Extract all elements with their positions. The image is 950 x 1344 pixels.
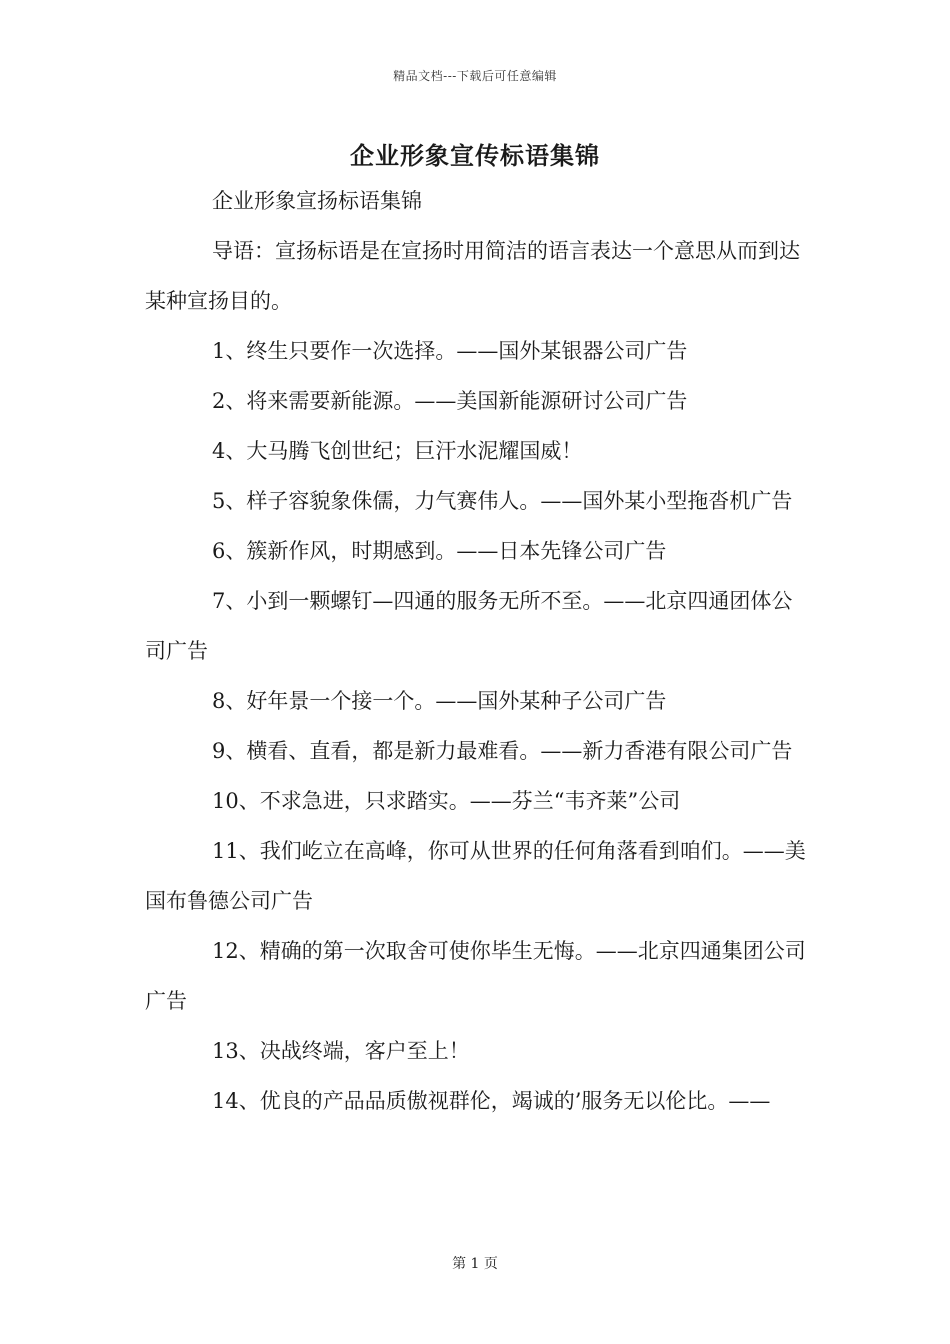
document-body <box>145 176 810 1126</box>
page-header: 精品文档---下载后可任意编辑 <box>393 69 557 83</box>
slogan-item: 14、优良的产品品质傲视群伦，竭诚的’服务无以伦比。—— <box>212 1089 771 1113</box>
slogan-item: 11、我们屹立在高峰，你可从世界的任何角落看到咱们。——美国布鲁德公司广告 <box>145 839 806 913</box>
slogan-item: 6、簇新作风，时期感到。——日本先锋公司广告 <box>212 539 667 563</box>
slogan-item: 7、小到一颗螺钉—四通的服务无所不至。——北京四通团体公司广告 <box>145 589 793 663</box>
page-number: 第 1 页 <box>452 1256 498 1272</box>
slogan-item: 8、好年景一个接一个。——国外某种子公司广告 <box>212 689 667 713</box>
paragraph-intro: 导语：宣扬标语是在宣扬时用简洁的语言表达一个意思从而到达某种宣扬目的。 <box>145 239 800 313</box>
paragraph-subtitle: 企业形象宣扬标语集锦 <box>212 189 422 213</box>
slogan-item: 13、决战终端，客户至上！ <box>212 1039 470 1063</box>
slogan-item: 12、精确的第一次取舍可使你毕生无悔。——北京四通集团公司广告 <box>145 939 806 1013</box>
document-title: 企业形象宣传标语集锦 <box>350 141 600 170</box>
slogan-item: 9、横看、直看，都是新力最难看。——新力香港有限公司广告 <box>212 739 793 763</box>
slogan-item: 4、大马腾飞创世纪；巨汗水泥耀国威！ <box>212 439 583 463</box>
slogan-item: 2、将来需要新能源。——美国新能源研讨公司广告 <box>212 389 688 413</box>
slogan-item: 1、终生只要作一次选择。——国外某银器公司广告 <box>212 339 688 363</box>
slogan-item: 5、样子容貌象侏儒，力气赛伟人。——国外某小型拖沓机广告 <box>212 489 793 513</box>
slogan-item: 10、不求急进，只求踏实。——芬兰“韦齐莱”公司 <box>212 789 681 813</box>
